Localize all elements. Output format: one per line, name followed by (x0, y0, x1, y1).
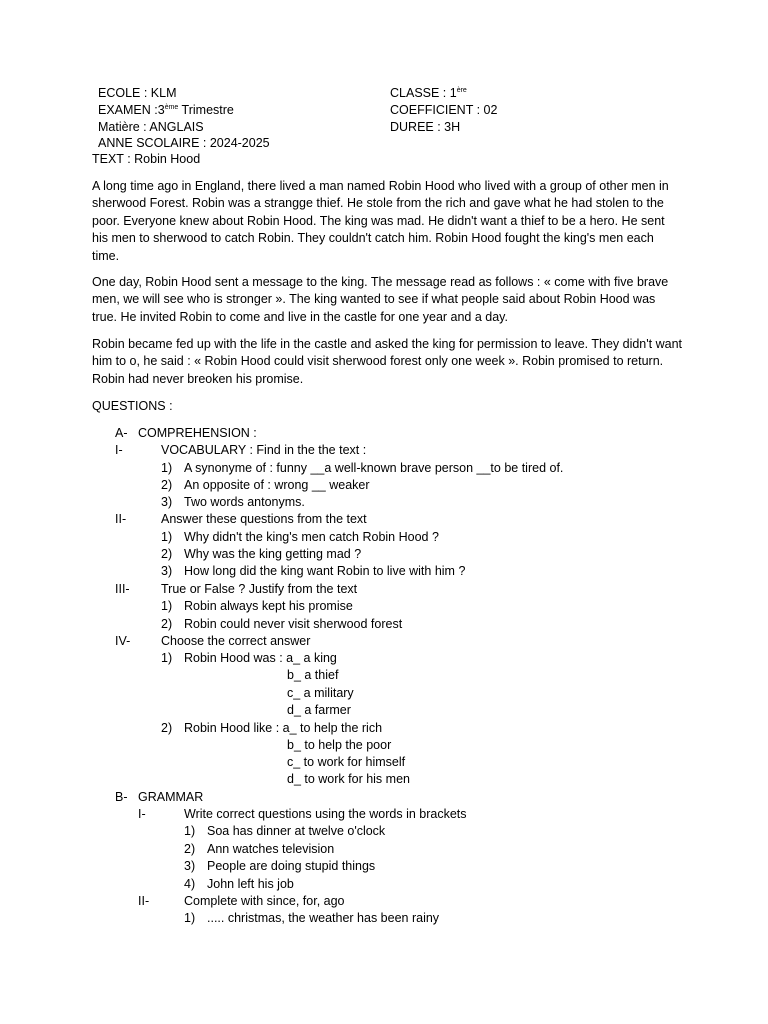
list-item: Why was the king getting mad ? (184, 547, 362, 561)
choice-option: d_ a farmer (287, 703, 351, 717)
part-iii-label: True or False ? Justify from the text (161, 582, 358, 596)
choice-option: c_ a military (287, 686, 354, 700)
paragraph-1: A long time ago in England, there lived a man named Robin Hood who lived with a group of other men in sherwood Forest. Robin was a strangge thief. He stole from the rich and gave what he had stolen to the poor. Everyone knew about Robin Hood. The king was mad. He didn't want a thief to be a hero. He sent his men to sherwood to catch Robin. They couldn't catch him. Robin Hood fought the king's men each time. (92, 179, 669, 263)
list-item-number: 1) (184, 824, 196, 838)
section-b-label: GRAMMAR (138, 790, 204, 804)
grammar-part-i-label: Write correct questions using the words in brackets (184, 807, 467, 821)
list-item: ..... christmas, the weather has been rainy (207, 911, 440, 925)
choice-option: c_ to work for himself (287, 755, 406, 769)
list-item-number: 1) (161, 461, 173, 475)
part-iii-marker: III- (115, 582, 130, 596)
choice-option: b_ to help the poor (287, 738, 392, 752)
list-item: A synonyme of : funny __a well-known brave person __to be tired of. (184, 461, 564, 475)
list-item-number: 1) (161, 651, 173, 665)
section-b-marker: B- (115, 790, 128, 804)
part-iv-marker: IV- (115, 634, 131, 648)
duree-label: DUREE : 3H (390, 120, 461, 134)
list-item: Soa has dinner at twelve o'clock (207, 824, 386, 838)
section-a-marker: A- (115, 426, 128, 440)
paragraph-2: One day, Robin Hood sent a message to the king. The message read as follows : « come with five brave men, we will see who is stronger ». The king wanted to see if what people said about Robin Hood was true. He invited Robin to come and live in the castle for one year and a day. (92, 275, 669, 324)
part-i-marker: I- (115, 443, 123, 457)
list-item-number: 2) (161, 617, 173, 631)
list-item: Two words antonyms. (184, 495, 305, 509)
list-item: Ann watches television (207, 842, 335, 856)
text-title: TEXT : Robin Hood (92, 152, 201, 166)
list-item: An opposite of : wrong __ weaker (184, 478, 370, 492)
list-item-number: 3) (161, 564, 173, 578)
list-item-number: 3) (184, 859, 196, 873)
part-ii-label: Answer these questions from the text (161, 512, 367, 526)
part-ii-marker: II- (115, 512, 127, 526)
list-item: Robin Hood like : a_ to help the rich (184, 721, 383, 735)
list-item-number: 2) (184, 842, 196, 856)
choice-option: d_ to work for his men (287, 772, 410, 786)
choice-option: b_ a thief (287, 668, 339, 682)
list-item: People are doing stupid things (207, 859, 376, 873)
list-item-number: 1) (184, 911, 196, 925)
part-iv-label: Choose the correct answer (161, 634, 311, 648)
list-item-number: 2) (161, 721, 173, 735)
part-i-label: VOCABULARY : Find in the the text : (161, 443, 367, 457)
annee-label: ANNE SCOLAIRE : 2024-2025 (98, 136, 270, 150)
list-item-number: 2) (161, 478, 173, 492)
grammar-part-ii-marker: II- (138, 894, 150, 908)
list-item: How long did the king want Robin to live with him ? (184, 564, 466, 578)
list-item: Robin always kept his promise (184, 599, 353, 613)
list-item-number: 4) (184, 877, 196, 891)
list-item-number: 3) (161, 495, 173, 509)
list-item: Robin Hood was : a_ a king (184, 651, 337, 665)
list-item: Robin could never visit sherwood forest (184, 617, 403, 631)
list-item: Why didn't the king's men catch Robin Hood ? (184, 530, 439, 544)
examen-label: EXAMEN :3ème Trimestre (98, 103, 234, 117)
paragraph-3: Robin became fed up with the life in the castle and asked the king for permission to leave. They didn't want him to o, he said : « Robin Hood could visit sherwood forest only one week ». Robin promised to return. Robin had never breoken his promise. (92, 337, 682, 386)
ecole-label: ECOLE : KLM (98, 86, 177, 100)
questions-title: QUESTIONS : (92, 399, 173, 413)
grammar-part-i-marker: I- (138, 807, 146, 821)
list-item-number: 1) (161, 599, 173, 613)
classe-label: CLASSE : 1ère (390, 86, 467, 100)
grammar-part-ii-label: Complete with since, for, ago (184, 894, 345, 908)
list-item-number: 2) (161, 547, 173, 561)
section-a-label: COMPREHENSION : (138, 426, 257, 440)
list-item: John left his job (207, 877, 294, 891)
coefficient-label: COEFFICIENT : 02 (390, 103, 498, 117)
matiere-label: Matière : ANGLAIS (98, 120, 204, 134)
list-item-number: 1) (161, 530, 173, 544)
